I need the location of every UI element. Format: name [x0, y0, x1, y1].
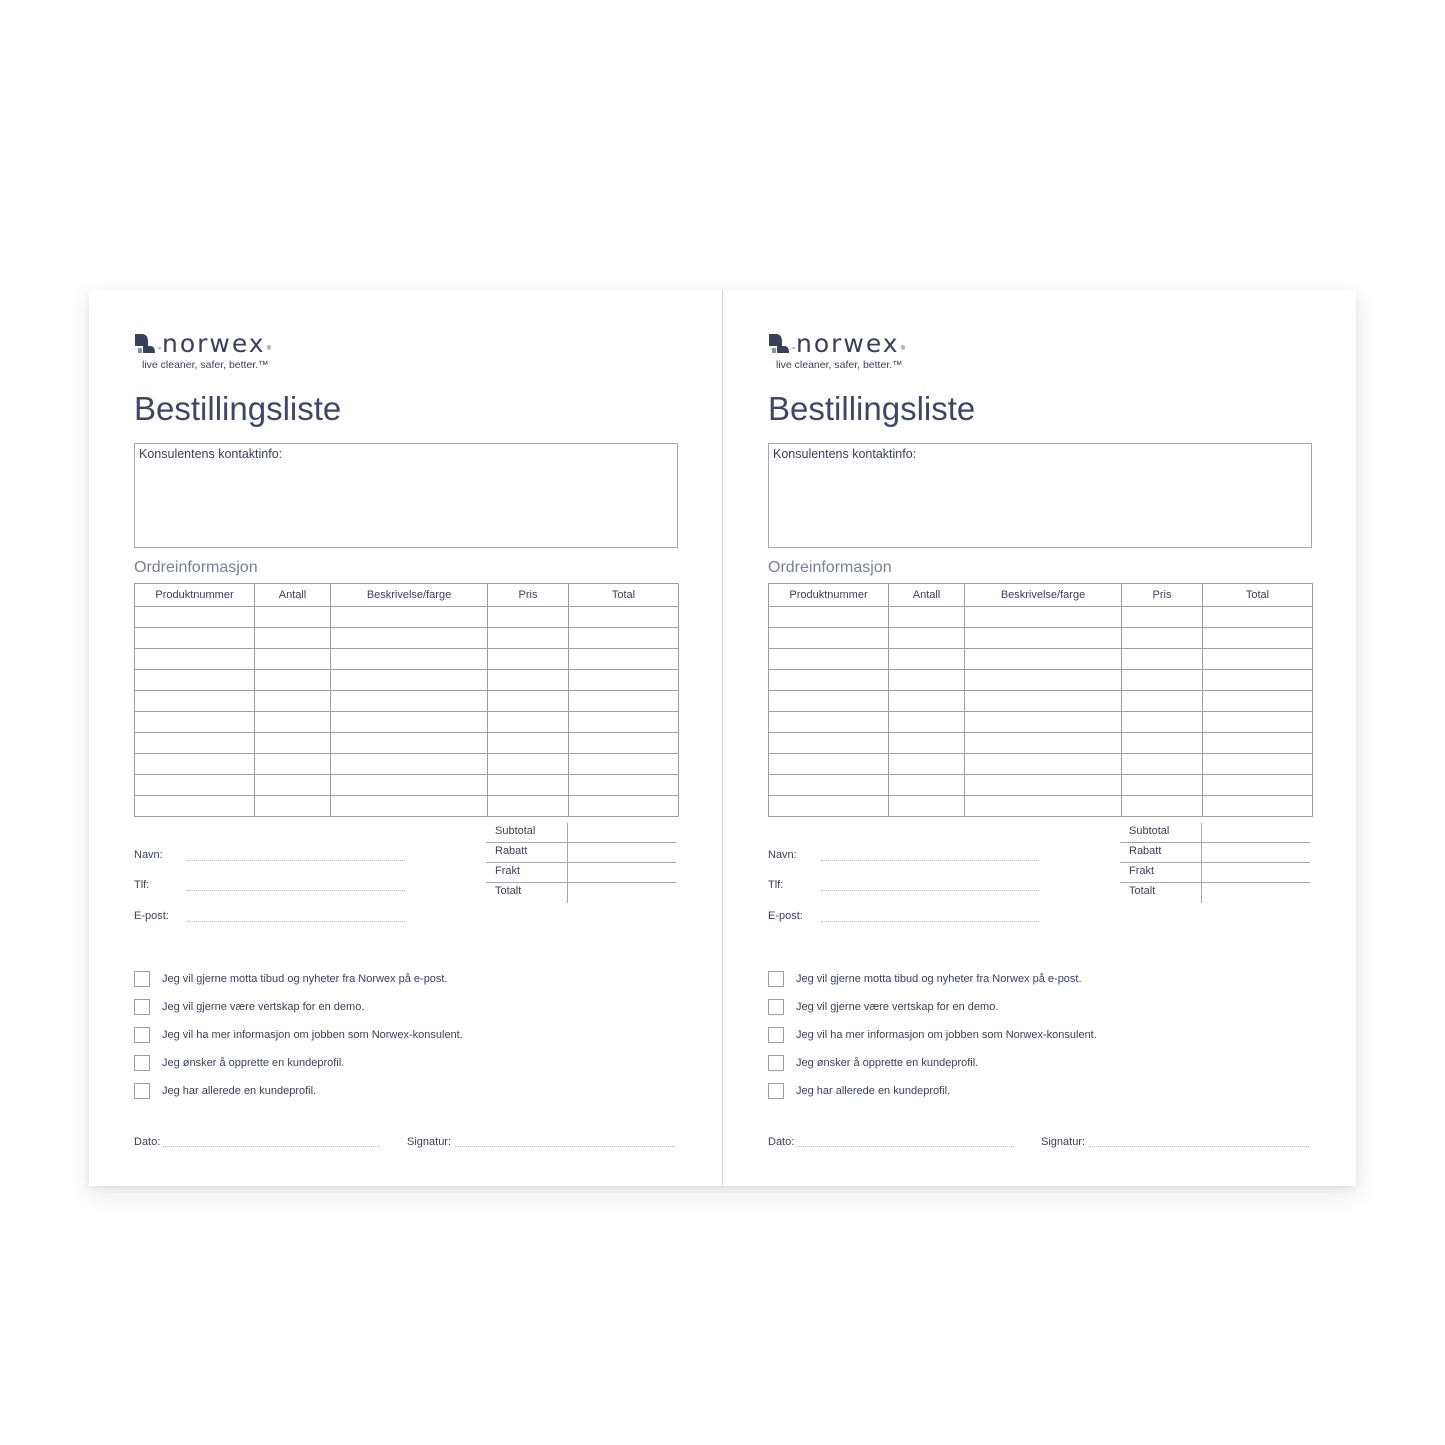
- order-cell[interactable]: [1203, 628, 1313, 649]
- totals-row-subtotal: [486, 823, 676, 843]
- checkbox[interactable]: [768, 1027, 784, 1043]
- order-row: [769, 733, 1313, 754]
- consultant-contact-box[interactable]: [768, 443, 1312, 548]
- form-title: Bestillingsliste: [768, 390, 976, 427]
- order-form-page-left: [89, 290, 722, 1186]
- order-cell[interactable]: [135, 754, 255, 775]
- order-cell[interactable]: [331, 628, 488, 649]
- name-line[interactable]: [187, 850, 405, 861]
- column-header: Total: [1203, 584, 1313, 607]
- date-field[interactable]: [134, 1136, 160, 1148]
- totals-label: Rabatt: [486, 843, 567, 863]
- checkbox[interactable]: [134, 971, 150, 987]
- phone-label: Tlf:: [134, 879, 150, 891]
- order-row: [135, 607, 679, 628]
- totals-row-discount: [1120, 843, 1310, 863]
- order-cell[interactable]: [1122, 649, 1203, 670]
- phone-field[interactable]: [768, 879, 783, 891]
- column-header: Total: [569, 584, 679, 607]
- checkbox-item[interactable]: [134, 1021, 463, 1049]
- signature-line[interactable]: [455, 1145, 675, 1147]
- order-row: [769, 691, 1313, 712]
- trademark-mark: ™: [157, 346, 161, 351]
- order-cell[interactable]: [965, 733, 1122, 754]
- order-row: [135, 628, 679, 649]
- order-cell[interactable]: [1122, 796, 1203, 817]
- checkbox-item[interactable]: [768, 993, 1097, 1021]
- order-row: [135, 733, 679, 754]
- checkbox-label: Jeg vil gjerne motta tibud og nyheter fra Norwex på e-post.: [796, 973, 1082, 985]
- order-cell[interactable]: [769, 649, 889, 670]
- totals-value-cell[interactable]: [1201, 823, 1310, 843]
- order-cell[interactable]: [1122, 754, 1203, 775]
- order-cell[interactable]: [769, 670, 889, 691]
- order-cell[interactable]: [889, 796, 965, 817]
- column-header: Beskrivelse/farge: [965, 584, 1122, 607]
- signature-label: Signatur:: [407, 1136, 452, 1148]
- order-table-header: [135, 584, 679, 607]
- order-cell[interactable]: [255, 712, 331, 733]
- order-row: [135, 670, 679, 691]
- phone-line[interactable]: [821, 880, 1039, 891]
- trademark-mark: ™: [791, 346, 795, 351]
- checkbox-label: Jeg vil gjerne være vertskap for en demo.: [162, 1001, 365, 1013]
- order-form-spread: [89, 290, 1356, 1186]
- checkbox-item[interactable]: [134, 1077, 463, 1105]
- order-row: [769, 775, 1313, 796]
- signature-field[interactable]: [1041, 1136, 1085, 1148]
- order-row: [769, 796, 1313, 817]
- column-header: Antall: [889, 584, 965, 607]
- checkbox[interactable]: [134, 1083, 150, 1099]
- email-line[interactable]: [187, 911, 405, 922]
- order-table: [768, 583, 1313, 817]
- checkbox-item[interactable]: [768, 1021, 1097, 1049]
- totals-block: [486, 823, 676, 903]
- order-cell[interactable]: [135, 607, 255, 628]
- checkbox-label: Jeg vil gjerne motta tibud og nyheter fra Norwex på e-post.: [162, 973, 448, 985]
- order-cell[interactable]: [889, 670, 965, 691]
- order-cell[interactable]: [331, 649, 488, 670]
- order-cell[interactable]: [255, 775, 331, 796]
- order-cell[interactable]: [889, 607, 965, 628]
- totals-label: Subtotal: [486, 823, 567, 843]
- checkbox-list: [768, 965, 1097, 1105]
- totals-row-total: [1120, 883, 1310, 903]
- form-title: Bestillingsliste: [134, 390, 342, 427]
- totals-value-cell[interactable]: [567, 863, 676, 883]
- totals-label: Totalt: [1129, 885, 1156, 897]
- order-cell[interactable]: [1122, 670, 1203, 691]
- totals-row-subtotal: [1120, 823, 1310, 843]
- order-cell[interactable]: [769, 796, 889, 817]
- date-label: Dato:: [134, 1136, 161, 1148]
- order-cell[interactable]: [1122, 775, 1203, 796]
- order-cell[interactable]: [569, 796, 679, 817]
- checkbox-label: Jeg vil ha mer informasjon om jobben som Norwex-konsulent.: [162, 1029, 463, 1041]
- checkbox-item[interactable]: [134, 965, 463, 993]
- signature-label: Signatur:: [1041, 1136, 1086, 1148]
- order-row: [769, 754, 1313, 775]
- order-cell[interactable]: [1203, 733, 1313, 754]
- email-field[interactable]: [134, 910, 169, 922]
- order-cell[interactable]: [965, 754, 1122, 775]
- order-cell[interactable]: [965, 607, 1122, 628]
- date-label: Dato:: [768, 1136, 795, 1148]
- order-cell[interactable]: [769, 754, 889, 775]
- phone-field[interactable]: [134, 879, 149, 891]
- checkbox-label: Jeg ønsker å opprette en kundeprofil.: [162, 1057, 345, 1069]
- name-field[interactable]: [768, 849, 797, 861]
- totals-row-shipping: [1120, 863, 1310, 883]
- checkbox-label: Jeg har allerede en kundeprofil.: [162, 1085, 317, 1097]
- order-cell[interactable]: [135, 670, 255, 691]
- order-cell[interactable]: [965, 649, 1122, 670]
- checkbox[interactable]: [768, 1083, 784, 1099]
- column-header: Produktnummer: [769, 584, 889, 607]
- order-cell[interactable]: [769, 775, 889, 796]
- order-cell[interactable]: [255, 649, 331, 670]
- order-cell[interactable]: [135, 691, 255, 712]
- checkbox-label: Jeg vil ha mer informasjon om jobben som Norwex-konsulent.: [796, 1029, 1097, 1041]
- order-row: [135, 775, 679, 796]
- order-cell[interactable]: [255, 607, 331, 628]
- checkbox[interactable]: [134, 999, 150, 1015]
- totals-label: Totalt: [495, 885, 522, 897]
- column-header: Antall: [255, 584, 331, 607]
- totals-value-cell[interactable]: [1201, 843, 1310, 863]
- checkbox-label: Jeg vil gjerne være vertskap for en demo.: [796, 1001, 999, 1013]
- email-label: E-post:: [134, 910, 169, 922]
- order-row: [769, 607, 1313, 628]
- order-cell[interactable]: [1203, 649, 1313, 670]
- order-cell[interactable]: [331, 712, 488, 733]
- order-row: [135, 754, 679, 775]
- order-cell[interactable]: [569, 691, 679, 712]
- name-label: Navn:: [768, 849, 797, 861]
- norwex-logo: [134, 329, 272, 371]
- date-field[interactable]: [768, 1136, 794, 1148]
- date-line[interactable]: [797, 1145, 1014, 1147]
- order-cell[interactable]: [889, 775, 965, 796]
- checkbox-label: Jeg har allerede en kundeprofil.: [796, 1085, 951, 1097]
- totals-row-shipping: [486, 863, 676, 883]
- order-row: [135, 712, 679, 733]
- order-cell[interactable]: [889, 691, 965, 712]
- order-cell[interactable]: [255, 733, 331, 754]
- order-row: [135, 691, 679, 712]
- checkbox-item[interactable]: [134, 1049, 463, 1077]
- totals-value-cell[interactable]: [567, 883, 676, 903]
- order-cell[interactable]: [255, 691, 331, 712]
- checkbox-list: [134, 965, 463, 1105]
- order-cell[interactable]: [488, 796, 569, 817]
- phone-label: Tlf:: [768, 879, 784, 891]
- order-cell[interactable]: [135, 775, 255, 796]
- checkbox[interactable]: [768, 999, 784, 1015]
- order-cell[interactable]: [255, 628, 331, 649]
- order-cell[interactable]: [488, 712, 569, 733]
- order-cell[interactable]: [135, 796, 255, 817]
- order-cell[interactable]: [255, 796, 331, 817]
- order-table-header: [769, 584, 1313, 607]
- norwex-logo: [768, 329, 906, 371]
- order-cell[interactable]: [1122, 691, 1203, 712]
- order-cell[interactable]: [135, 733, 255, 754]
- registered-mark: ®: [266, 346, 272, 352]
- totals-value-cell[interactable]: [1201, 883, 1310, 903]
- order-cell[interactable]: [769, 733, 889, 754]
- order-cell[interactable]: [488, 733, 569, 754]
- order-cell[interactable]: [889, 628, 965, 649]
- norwex-logo-mark-icon: [768, 332, 790, 354]
- order-cell[interactable]: [488, 754, 569, 775]
- totals-label: Frakt: [486, 863, 567, 883]
- totals-value-cell[interactable]: [567, 823, 676, 843]
- order-cell[interactable]: [569, 775, 679, 796]
- order-cell[interactable]: [769, 691, 889, 712]
- order-cell[interactable]: [135, 649, 255, 670]
- checkbox-item[interactable]: [768, 1077, 1097, 1105]
- brand-name: norwex: [162, 329, 266, 358]
- order-form-page-right: [722, 290, 1356, 1186]
- order-cell[interactable]: [331, 691, 488, 712]
- name-field[interactable]: [134, 849, 163, 861]
- order-cell[interactable]: [965, 670, 1122, 691]
- order-cell[interactable]: [1203, 607, 1313, 628]
- order-cell[interactable]: [569, 607, 679, 628]
- order-cell[interactable]: [255, 670, 331, 691]
- email-line[interactable]: [821, 911, 1039, 922]
- order-cell[interactable]: [569, 628, 679, 649]
- order-cell[interactable]: [488, 670, 569, 691]
- checkbox[interactable]: [134, 1055, 150, 1071]
- order-row: [769, 712, 1313, 733]
- order-row: [135, 649, 679, 670]
- brand-name: norwex: [796, 329, 900, 358]
- totals-label: Rabatt: [1120, 843, 1201, 863]
- consultant-contact-box[interactable]: [134, 443, 678, 548]
- order-row: [769, 628, 1313, 649]
- column-header: Beskrivelse/farge: [331, 584, 488, 607]
- order-cell[interactable]: [331, 775, 488, 796]
- name-line[interactable]: [821, 850, 1039, 861]
- order-cell[interactable]: [488, 628, 569, 649]
- totals-value-cell[interactable]: [567, 843, 676, 863]
- column-header: Pris: [1122, 584, 1203, 607]
- order-cell[interactable]: [769, 712, 889, 733]
- order-cell[interactable]: [488, 649, 569, 670]
- order-cell[interactable]: [1203, 796, 1313, 817]
- order-cell[interactable]: [331, 796, 488, 817]
- email-label: E-post:: [768, 910, 803, 922]
- order-cell[interactable]: [135, 628, 255, 649]
- checkbox[interactable]: [768, 971, 784, 987]
- brand-tagline: live cleaner, safer, better.™: [776, 359, 903, 371]
- order-cell[interactable]: [965, 691, 1122, 712]
- checkbox[interactable]: [768, 1055, 784, 1071]
- order-cell[interactable]: [569, 712, 679, 733]
- order-cell[interactable]: [135, 712, 255, 733]
- checkbox-label: Jeg ønsker å opprette en kundeprofil.: [796, 1057, 979, 1069]
- date-line[interactable]: [163, 1145, 380, 1147]
- order-cell[interactable]: [1203, 775, 1313, 796]
- order-row: [135, 796, 679, 817]
- order-cell[interactable]: [569, 754, 679, 775]
- order-cell[interactable]: [769, 607, 889, 628]
- order-cell[interactable]: [889, 712, 965, 733]
- totals-block: [1120, 823, 1310, 903]
- order-cell[interactable]: [769, 628, 889, 649]
- order-section-heading: Ordreinformasjon: [134, 559, 258, 576]
- order-cell[interactable]: [889, 754, 965, 775]
- consultant-contact-label: Konsulentens kontaktinfo:: [139, 447, 283, 461]
- checkbox-item[interactable]: [134, 993, 463, 1021]
- order-cell[interactable]: [965, 775, 1122, 796]
- order-cell[interactable]: [1203, 691, 1313, 712]
- signature-field[interactable]: [407, 1136, 451, 1148]
- order-section-heading: Ordreinformasjon: [768, 559, 892, 576]
- order-cell[interactable]: [488, 691, 569, 712]
- order-row: [769, 649, 1313, 670]
- order-cell[interactable]: [569, 733, 679, 754]
- order-cell[interactable]: [889, 733, 965, 754]
- registered-mark: ®: [900, 346, 906, 352]
- order-row: [769, 670, 1313, 691]
- order-cell[interactable]: [965, 712, 1122, 733]
- order-cell[interactable]: [1122, 628, 1203, 649]
- order-cell[interactable]: [1203, 670, 1313, 691]
- totals-row-discount: [486, 843, 676, 863]
- order-cell[interactable]: [1203, 754, 1313, 775]
- order-table: [134, 583, 679, 817]
- order-cell[interactable]: [488, 775, 569, 796]
- order-cell[interactable]: [965, 796, 1122, 817]
- order-cell[interactable]: [331, 754, 488, 775]
- totals-label: Subtotal: [1120, 823, 1201, 843]
- order-cell[interactable]: [1122, 607, 1203, 628]
- consultant-contact-label: Konsulentens kontaktinfo:: [773, 447, 917, 461]
- phone-line[interactable]: [187, 880, 405, 891]
- order-cell[interactable]: [488, 607, 569, 628]
- column-header: Pris: [488, 584, 569, 607]
- order-cell[interactable]: [331, 607, 488, 628]
- order-cell[interactable]: [889, 649, 965, 670]
- order-cell[interactable]: [1122, 712, 1203, 733]
- email-field[interactable]: [768, 910, 803, 922]
- totals-label: Frakt: [1120, 863, 1201, 883]
- order-cell[interactable]: [331, 670, 488, 691]
- order-cell[interactable]: [1203, 712, 1313, 733]
- checkbox[interactable]: [134, 1027, 150, 1043]
- totals-row-total: [486, 883, 676, 903]
- column-header: Produktnummer: [135, 584, 255, 607]
- order-cell[interactable]: [569, 649, 679, 670]
- order-cell[interactable]: [965, 628, 1122, 649]
- order-cell[interactable]: [1122, 733, 1203, 754]
- signature-line[interactable]: [1089, 1145, 1309, 1147]
- checkbox-item[interactable]: [768, 965, 1097, 993]
- checkbox-item[interactable]: [768, 1049, 1097, 1077]
- order-cell[interactable]: [331, 733, 488, 754]
- order-cell[interactable]: [569, 670, 679, 691]
- order-cell[interactable]: [255, 754, 331, 775]
- norwex-logo-mark-icon: [134, 332, 156, 354]
- totals-value-cell[interactable]: [1201, 863, 1310, 883]
- name-label: Navn:: [134, 849, 163, 861]
- brand-tagline: live cleaner, safer, better.™: [142, 359, 269, 371]
